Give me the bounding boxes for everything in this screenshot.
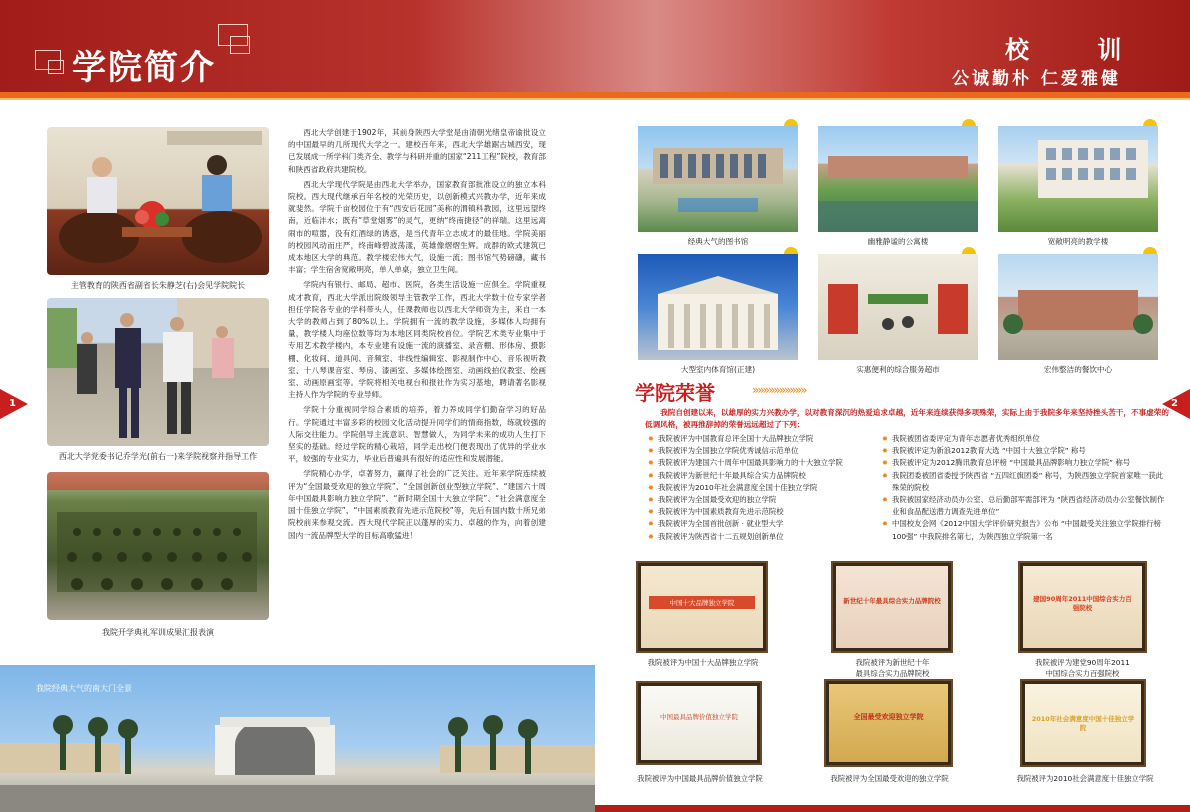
plaque-title: 全国最受欢迎独立学院 — [853, 713, 924, 721]
caption-south-gate: 我院经典大气的南大门全景 — [36, 684, 132, 693]
photo-inspection — [47, 298, 269, 446]
caption-dormitory: 幽雅静谧的公寓楼 — [867, 237, 929, 246]
honor-item: ✸ 我院被团省委评定为青年志愿者优秀组织单位 — [882, 433, 1167, 445]
honor-list-left — [648, 433, 873, 543]
honor-item: ✸ 我院被国家经济动员办公室、总后勤部军需部评为 “陕西省经济动员办公室餐饮制作业和食品配送潜力调查先进单位” — [882, 494, 1167, 518]
footer-accent-bar — [595, 805, 1190, 812]
caption-supermarket: 实惠便利的综合服务超市 — [856, 365, 940, 374]
photo-meeting-scene — [47, 127, 269, 275]
honor-item: ✸ 我院团委被团省委授予陕西省 “五四红旗团委” 称号，为陕西独立学院首家唯一获此殊荣的院校 — [882, 470, 1167, 494]
intro-paragraph: 学院精心办学，卓著努力，赢得了社会的广泛关注。近年来学院连续被评为“全国最受欢迎的独立学院”、“全国创新创业型独立学院”、“建国六十周年中国最具影响力独立学院”、“新时期全国十大独立学院”、“社会满意度全国十佳独立学院”、“中国素质教育先进示范院校”等，先后有国内数十所兄弟院校前来参观交流。西大现代学院正以蓬厚的实力、卓越的作为，向着创建国内一流品牌型大学的目标高歌猛进！ — [288, 469, 546, 540]
honor-item: ✸ 我院被评定为2012腾讯教育总评榜 “中国最具品牌影响力独立学院” 称号 — [882, 457, 1167, 469]
caption-library: 经典大气的图书馆 — [687, 237, 749, 246]
page-title: 学院简介 — [72, 48, 216, 88]
photo-military-parade — [47, 472, 269, 620]
plaque-award — [826, 681, 951, 765]
caption-parade: 我院开学典礼军训成果汇报表演 — [102, 628, 214, 637]
honor-item: ✸ 我院被评为中国教育总评全国十大品牌独立学院 — [648, 433, 873, 445]
plaque-caption: 我院被评为中国十大品牌独立学院 — [647, 658, 759, 667]
intro-paragraph: 学院十分重视同学综合素质的培养，着力养成同学们勤奋学习的好品行。学院通过丰富多彩的校园文化活动提升同学们的情商指数，练就较强的人际交往能力。学院倡导主流意识、智慧做人，为同学未来的成功人生打下坚实的基础。经过学院的精心栽培，同学走出校门便表现出了优异的学业水平，较强的专业实力，毕业后普遍具有很好的适应性和发展潜能。 — [288, 405, 546, 464]
photo-gymnasium — [638, 254, 798, 360]
plaque-caption: 我院被评为2010社会满意度十佳独立学院 — [1016, 774, 1154, 783]
intro-paragraph: 西北大学创建于1902年，其前身陕西大学堂是由清朝光绪皇帝谕批设立的中国最早的几所现代大学之一。建校百年来，西北大学雄踞古城西安，现已发展成一所学科门类齐全、教学与科研并重的国家“211工程”院校，教育部和陕西省政府共建院校。 — [288, 128, 546, 174]
motto-text: 公诚勤朴 仁爱雅健 — [952, 69, 1121, 89]
caption-gymnasium: 大型室内体育馆(正建) — [680, 365, 756, 374]
honor-item: ✸ 我院被评定为新浪2012教育大选 “中国十大独立学院” 称号 — [882, 445, 1167, 457]
plaque-caption: 我院被评为建党90周年2011 中国综合实力百强院校 — [1035, 658, 1130, 678]
intro-paragraph: 学院内有银行、邮局、超市、医院，各类生活设施一应俱全。学院重视成才教育，西北大学派出院级领导主管教学工作，西北大学数十位专家学者担任学院各专业的学科带头人，任课教师也以西北大学师资为主，来自一本大学的教师占到了80%以上。学院拥有一流的教学设施，多媒体人均拥有量，教学楼人均座位数等均为本地区同类院校首位。学院艺术类专业集中于专用艺术教学楼内，本专业建有设施一流的演播室、录音棚、形体房、摄影棚、化妆间、道具间、音频室、非线性编辑室、影视制作中心、音乐视听教室、十八琴课音室、琴房、漆画室、多媒体绘图室、动画线拍仪教室、绘画室、动画原画室等。学院将相关电视台和报社作为实习基地，聘请著名影视主持人作为学院的专业导师。 — [288, 280, 546, 400]
photo-meeting — [47, 127, 269, 275]
motto-heading: 校 训 — [1005, 36, 1152, 64]
caption-meeting: 主管教育的陕西省副省长朱静芝(右)会见学院院长 — [70, 281, 246, 290]
plaque-title: 中国最具品牌价值独立学院 — [660, 713, 738, 721]
honor-item: ✸ 我院被评为新世纪十年最具综合实力品牌院校 — [648, 470, 873, 482]
honor-heading-arrows: »»»»»»»»»» — [752, 383, 806, 397]
photo-inspection-scene — [47, 298, 269, 446]
header-accent-line-thin — [0, 98, 1190, 100]
photo-parade-scene — [47, 472, 269, 620]
photo-library — [638, 126, 798, 232]
caption-teaching-building: 宽敞明亮的教学楼 — [1047, 237, 1109, 246]
photo-dining-center — [998, 254, 1158, 360]
plaque-title: 中国十大品牌独立学院 — [649, 596, 755, 609]
photo-teaching-scene — [998, 126, 1158, 232]
honor-item: ✸ 我院被评为陕西省十二五规划创新单位 — [648, 531, 873, 543]
plaque-title: 新世纪十年最具综合实力品牌院校 — [843, 597, 941, 605]
honor-item: ✸ 中国校友会网《2012中国大学评价研究报告》公布 “中国最受关注独立学院排行榜100强” 中我院排名第七，为陕西独立学院第一名 — [882, 518, 1167, 542]
photo-library-scene — [638, 126, 798, 232]
plaque-award — [638, 563, 766, 651]
honor-item: ✸ 我院被评为中国素质教育先进示范院校 — [648, 506, 873, 518]
photo-supermarket-scene — [818, 254, 978, 360]
plaque-award — [1022, 681, 1144, 765]
plaque-title: 2010年社会满意度中国十佳独立学院 — [1031, 715, 1135, 732]
honor-item: ✸ 我院被评为全国最受欢迎的独立学院 — [648, 494, 873, 506]
honor-heading: 学院荣誉 — [635, 381, 715, 405]
page-number-left: 1 — [9, 398, 16, 409]
honor-item: ✸ 我院被评为2010年社会满意度全国十佳独立学院 — [648, 482, 873, 494]
photo-supermarket — [818, 254, 978, 360]
plaque-caption: 我院被评为全国最受欢迎的独立学院 — [830, 774, 949, 783]
plaque-award — [833, 563, 951, 651]
plaque-caption: 我院被评为新世纪十年 最具综合实力品牌院校 — [855, 658, 930, 678]
honor-item: ✸ 我院被评为全国首批创新 · 就业型大学 — [648, 518, 873, 530]
photo-teaching-building — [998, 126, 1158, 232]
decor-square — [48, 60, 64, 74]
plaque-title: 建国90周年2011中国综合实力百强院校 — [1033, 595, 1132, 612]
honor-item: ✸ 我院被评为全国独立学院优秀诚信示范单位 — [648, 445, 873, 457]
page-number-right: 2 — [1171, 398, 1178, 409]
photo-dining-scene — [998, 254, 1158, 360]
honor-list-right — [882, 433, 1167, 543]
photo-dormitory — [818, 126, 978, 232]
photo-dormitory-scene — [818, 126, 978, 232]
decor-square — [230, 36, 250, 54]
caption-dining-center: 宏伟整洁的餐饮中心 — [1043, 365, 1113, 374]
caption-inspection: 西北大学党委书记乔学光(前右一)来学院视察并指导工作 — [58, 452, 258, 461]
plaque-award — [1020, 563, 1145, 651]
plaque-caption: 我院被评为中国最具品牌价值独立学院 — [637, 774, 763, 783]
photo-gym-scene — [638, 254, 798, 360]
plaque-award — [638, 683, 760, 763]
honor-intro: 我院自创建以来，以雄厚的实力兴教办学，以对教育深沉的热爱追求卓越，近年来连续获得多项殊荣，实际上由于我院多年来坚持挫头苦干，不事虚荣的低调风格，被再推辞掉的荣誉远远超过了下列： — [645, 408, 1169, 429]
intro-paragraph: 西北大学现代学院是由西北大学举办，国家教育部批准设立的独立本科院校。西大现代继承百年名校的光荣历史，以创新模式兴教办学，近年来成就斐然。学院千亩校园位于有“西安后花园”美称的渭镇科教园，这里远望终南，近临沣水；既有“草堂烟雾”的灵气，更纳“终南捷径”的祥瑞。这里远离闹市的喧嚣，没有红酒绿的诱惑，是当代青年立志成才的最佳地。学院美丽的校园风动而庄严，终南峰碧波荡漾，英雄像熠熠生辉。成群的欧式建筑已成本地区大学的典范。教学楼宏伟大气，设施一流；图书馆气势磅礴，藏书丰富；学生宿舍宽敞明亮，单人单桌，独立卫生间。 — [288, 179, 546, 275]
college-introduction-text — [288, 127, 546, 545]
honor-item: ✸ 我院被评为建国六十周年中国最具影响力的十大独立学院 — [648, 457, 873, 469]
